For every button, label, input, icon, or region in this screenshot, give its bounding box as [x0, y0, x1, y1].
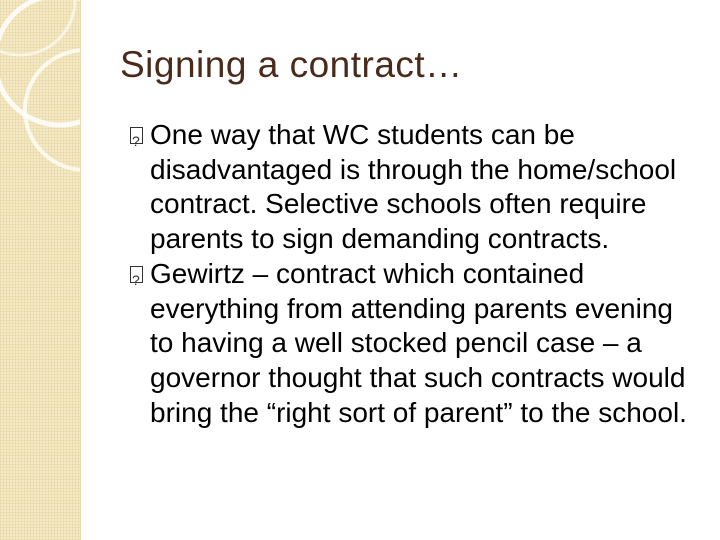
slide-title: Signing a contract…	[120, 44, 463, 85]
unknown-glyph-icon	[130, 257, 150, 292]
bullet-item	[130, 257, 690, 431]
bullet-item	[130, 118, 690, 257]
bullet-text: One way that WC students can be disadvantaged is through the home/school contract. Selective schools often require parents to sign demanding contracts.	[150, 119, 677, 255]
unknown-glyph-icon	[130, 118, 150, 153]
decorative-arcs	[0, 0, 80, 540]
bullet-text: Gewirtz – contract which contained everything from attending parents evening to having a well stocked pencil case – a governor thought that such contracts would bring the “right sort of parent” to the school.	[150, 257, 687, 428]
decorative-side-panel	[0, 0, 80, 540]
panel-divider	[80, 0, 81, 540]
bullet-list	[130, 118, 690, 430]
